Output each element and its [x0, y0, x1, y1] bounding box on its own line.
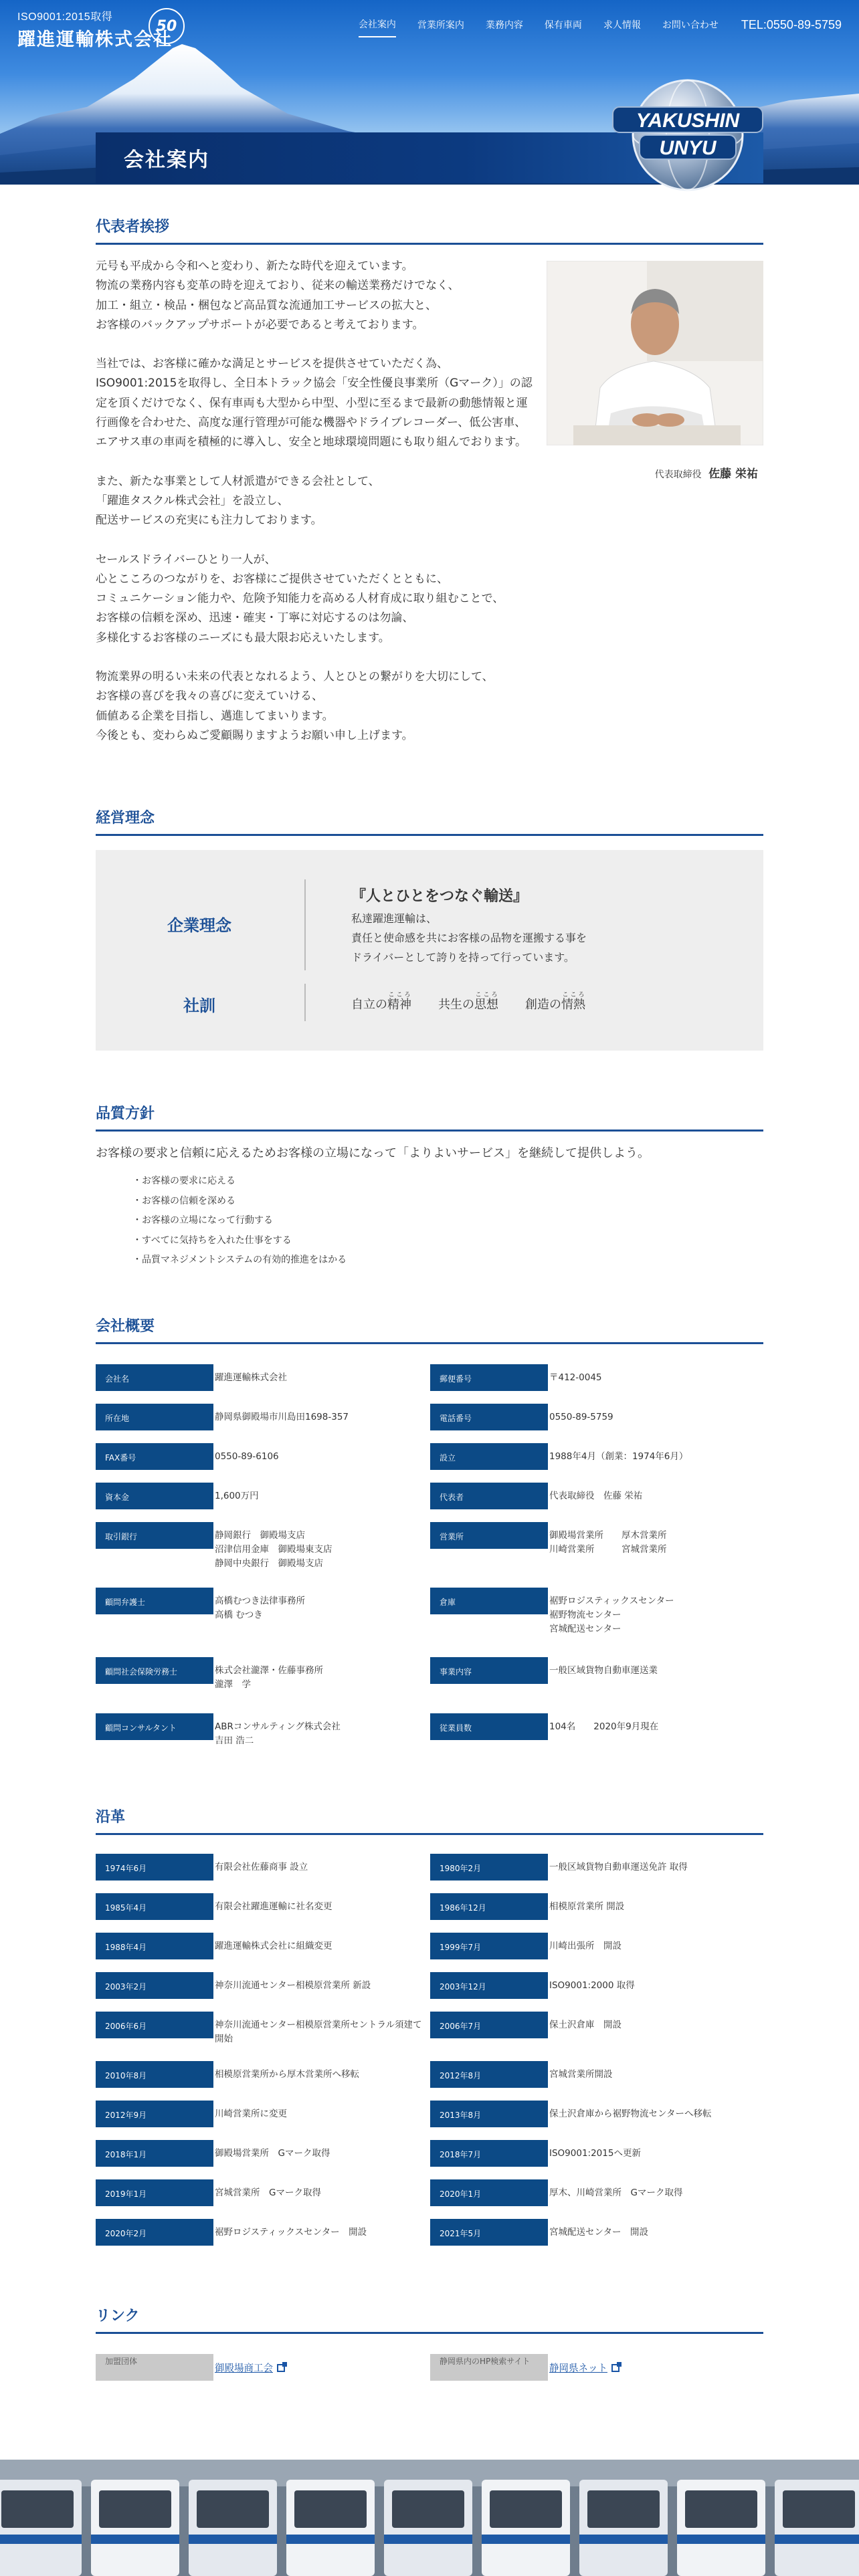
greeting-heading: 代表者挨拶 [96, 215, 763, 245]
history-event: 宮城配送センター 開設 [549, 2227, 648, 2238]
link-anchor[interactable]: 御殿場商工会 [215, 2362, 429, 2376]
overview-value: 104名 2020年9月現在 [549, 1721, 659, 1732]
history-event: 御殿場営業所 Gマーク取得 [215, 2148, 330, 2159]
history-event: 有限会社躍進運輸に社名変更 [215, 1901, 332, 1912]
philosophy-desc-line: 私達躍進運輸は、 [351, 912, 438, 925]
history-date: 2006年7月 [430, 2012, 548, 2038]
history-event: 保土沢倉庫から裾野物流センターへ移転 [549, 2109, 712, 2119]
history-date: 2018年7月 [430, 2140, 548, 2167]
nav-services[interactable]: 業務内容 [485, 20, 523, 31]
overview-key: 顧問コンサルタント [96, 1713, 213, 1740]
history-date: 2020年2月 [96, 2219, 213, 2246]
overview-key: 営業所 [430, 1522, 548, 1549]
link-category: 加盟団体 [96, 2354, 213, 2381]
overview-value: 躍進運輸株式会社 [215, 1372, 287, 1383]
overview-key: 会社名 [96, 1364, 213, 1391]
nav-recruit[interactable]: 求人情報 [603, 20, 641, 31]
quality-list [132, 1172, 347, 1271]
external-link-icon [277, 2364, 285, 2372]
overview-key: 倉庫 [430, 1588, 548, 1614]
corporate-philosophy-desc [351, 909, 587, 967]
overview-value: 1988年4月（創業：1974年6月） [549, 1451, 688, 1462]
overview-key: 代表者 [430, 1483, 548, 1509]
quality-item: ・お客様の信頼を深める [132, 1195, 235, 1206]
greeting-paragraph-2: 当社では、お客様に確かな満足とサービスを提供させていただく為、 ISO9001:2015を取得し、全日本トラック協会「安全性優良事業所（Gマーク）」の認定を頂くだけでなく、保有車両も大型から中型、小型に至るまで最新の動態情報と運行画像を合わせた、高度な運行管理が可能な機器やドライブレコーダー、低公害車、エアサス車の車両を積極的に導入し、安全と地球環境問題にも取り組んでおります。 [96, 357, 533, 449]
greeting-paragraph-4: セールスドライバーひとり一人が、 心とこころのつながりを、お客様にご提供させていただくとともに、 コミュニケーション能力や、危険予知能力を高める人材育成に取り組むことで、 お客様の信頼を深め、迅速・確実・丁寧に対応するのは勿論、 多様化するお客様のニーズにも最大限お応えいたします。 [96, 552, 504, 645]
history-event: 宮城営業所 Gマーク取得 [215, 2187, 321, 2198]
history-event: 川崎出張所 開設 [549, 1941, 622, 1951]
ceo-role: 代表取締役 [654, 469, 702, 480]
greeting-paragraph-1: 元号も平成から令和へと変わり、新たな時代を迎えています。 物流の業務内容も変革の時を迎えており、従来の輸送業務だけでなく、 加工・組立・検品・梱包など高品質な流通加工サービスの拡大と、 お客様のバックアップサポートが必要であると考えております。 [96, 259, 460, 332]
overview-value: 代表取締役 佐藤 栄祐 [549, 1491, 643, 1501]
page-title: 会社案内 [124, 148, 209, 172]
history-date: 2020年1月 [430, 2179, 548, 2206]
overview-key: 設立 [430, 1443, 548, 1470]
history-date: 2010年8月 [96, 2061, 213, 2088]
overview-heading: 会社概要 [96, 1315, 763, 1344]
history-event: 保土沢倉庫 開設 [549, 2020, 622, 2030]
history-date: 2012年8月 [430, 2061, 548, 2088]
corporate-philosophy-label: 企業理念 [167, 916, 231, 935]
overview-value: 裾野ロジスティックスセンター 裾野物流センター 宮城配送センター [549, 1596, 674, 1634]
company-name: 躍進運輸株式会社 [17, 29, 173, 50]
links-heading: リンク [96, 2304, 763, 2334]
history-event: 神奈川流通センター相模原営業所 新設 [215, 1980, 371, 1991]
quality-item: ・お客様の要求に応える [132, 1176, 235, 1186]
emblem-line2: UNYU [659, 137, 717, 159]
quality-heading: 品質方針 [96, 1102, 763, 1132]
motto-item: 創造の情熱こころ [525, 992, 585, 1012]
philosophy-desc-line: 責任と使命感を共にお客様の品物を運搬する事を [351, 932, 587, 944]
company-logo[interactable] [17, 8, 177, 51]
history-date: 1988年4月 [96, 1933, 213, 1959]
overview-value: 〒412-0045 [549, 1372, 602, 1383]
motto-divider [304, 984, 306, 1021]
history-date: 2003年12月 [430, 1972, 548, 1999]
history-date: 2018年1月 [96, 2140, 213, 2167]
history-event: 裾野ロジスティックスセンター 開設 [215, 2227, 367, 2238]
greeting-paragraph-3: また、新たな事業として人材派遣ができる会社として、 「躍進タスクル株式会社」を設立し、 配送サービスの充実にも注力しております。 [96, 474, 380, 528]
overview-key: 郵便番号 [430, 1364, 548, 1391]
greeting-paragraph-5: 物流業界の明るい未来の代表となれるよう、人とひとの繋がりを大切にして、 お客様の喜びを我々の喜びに変えていける、 価値ある企業を目指し、邁進してまいります。 今後とも、変わらぬご愛顧賜りますようお願い申し上げます。 [96, 670, 494, 742]
history-event: 宮城営業所開設 [549, 2069, 613, 2080]
history-event: 川崎営業所に変更 [215, 2109, 287, 2119]
overview-value: 0550-89-6106 [215, 1451, 279, 1462]
quality-lead: お客様の要求と信頼に応えるためお客様の立場になって「よりよいサービス」を継続して提供しよう。 [96, 1146, 650, 1160]
overview-value: 0550-89-5759 [549, 1412, 613, 1422]
anniversary-badge: 50 [149, 8, 185, 44]
overview-key: 取引銀行 [96, 1522, 213, 1549]
philosophy-heading: 経営理念 [96, 807, 763, 836]
quality-item: ・お客様の立場になって行動する [132, 1215, 273, 1226]
overview-key: 従業員数 [430, 1713, 548, 1740]
iso-label: ISO9001:2015取得 [17, 11, 113, 23]
ceo-caption [547, 464, 758, 481]
history-event: 厚木、川崎営業所 Gマーク取得 [549, 2187, 683, 2198]
quality-item: ・品質マネジメントシステムの有効的推進をはかる [132, 1255, 347, 1265]
history-date: 2003年2月 [96, 1972, 213, 1999]
history-event: 有限会社佐藤商事 設立 [215, 1862, 308, 1872]
history-date: 1999年7月 [430, 1933, 548, 1959]
overview-key: 顧問弁護士 [96, 1588, 213, 1614]
history-date: 2012年9月 [96, 2101, 213, 2127]
history-event: 一般区域貨物自動車運送免許 取得 [549, 1862, 688, 1872]
overview-value: 高橋むつき法律事務所 高橋 むつき [215, 1596, 305, 1620]
history-date: 1974年6月 [96, 1854, 213, 1881]
history-date: 2006年6月 [96, 2012, 213, 2038]
link-category: 静岡県内のHP検索サイト [430, 2354, 548, 2381]
history-heading: 沿革 [96, 1806, 763, 1835]
overview-key: 資本金 [96, 1483, 213, 1509]
motto-item: 共生の思想こころ [438, 992, 498, 1012]
global-nav [337, 17, 842, 37]
motto-item: 自立の精神こころ [351, 992, 411, 1012]
history-date: 2013年8月 [430, 2101, 548, 2127]
history-date: 1986年12月 [430, 1893, 548, 1920]
history-date: 1985年4月 [96, 1893, 213, 1920]
overview-value: 静岡県御殿場市川島田1698-357 [215, 1412, 349, 1422]
history-event: 神奈川流通センター相模原営業所セントラル須建て開始 [215, 2020, 422, 2044]
overview-key: 顧問社会保険労務士 [96, 1657, 213, 1684]
history-date: 2019年1月 [96, 2179, 213, 2206]
nav-contact[interactable]: お問い合わせ [662, 20, 719, 31]
nav-vehicles[interactable]: 保有車両 [544, 20, 582, 31]
nav-company[interactable]: 会社案内 [359, 17, 396, 37]
corporate-philosophy-title: 『人とひとをつなぐ輸送』 [351, 888, 529, 905]
ceo-photo [547, 261, 763, 445]
history-event: 躍進運輸株式会社に組織変更 [215, 1941, 332, 1951]
overview-value: 1,600万円 [215, 1491, 259, 1501]
greeting-body [96, 257, 537, 765]
nav-offices[interactable]: 営業所案内 [417, 20, 464, 31]
philosophy-box [96, 850, 763, 1051]
philosophy-divider [304, 879, 306, 970]
overview-key: 所在地 [96, 1404, 213, 1430]
external-link-icon [611, 2364, 619, 2372]
emblem-line1: YAKUSHIN [636, 110, 740, 132]
link-anchor[interactable]: 静岡県ネット [549, 2362, 763, 2376]
overview-value: 静岡銀行 御殿場支店 沼津信用金庫 御殿場東支店 静岡中央銀行 御殿場支店 [215, 1530, 332, 1569]
history-date: 2021年5月 [430, 2219, 548, 2246]
history-event: ISO9001:2015へ更新 [549, 2148, 641, 2159]
overview-key: 事業内容 [430, 1657, 548, 1684]
history-event: 相模原営業所 開設 [549, 1901, 625, 1912]
motto-label: 社訓 [183, 996, 215, 1015]
ceo-name: 佐藤 栄祐 [708, 467, 758, 481]
overview-key: 電話番号 [430, 1404, 548, 1430]
overview-value: ABRコンサルティング株式会社 吉田 浩二 [215, 1721, 341, 1746]
overview-key: FAX番号 [96, 1443, 213, 1470]
overview-value: 御殿場営業所 厚木営業所 川崎営業所 宮城営業所 [549, 1530, 667, 1555]
trucks-banner-image [0, 2460, 859, 2576]
overview-value: 株式会社瀧澤・佐藤事務所 瀧澤 学 [215, 1665, 323, 1690]
overview-value: 一般区域貨物自動車運送業 [549, 1665, 658, 1676]
history-event: 相模原営業所から厚木営業所へ移転 [215, 2069, 359, 2080]
quality-item: ・すべてに気持ちを入れた仕事をする [132, 1235, 292, 1246]
history-event: ISO9001:2000 取得 [549, 1980, 635, 1991]
nav-tel[interactable]: TEL:0550-89-5759 [741, 17, 842, 31]
history-date: 1980年2月 [430, 1854, 548, 1881]
philosophy-desc-line: ドライバーとして誇りを持って行っています。 [351, 951, 575, 964]
globe-emblem [609, 74, 767, 201]
